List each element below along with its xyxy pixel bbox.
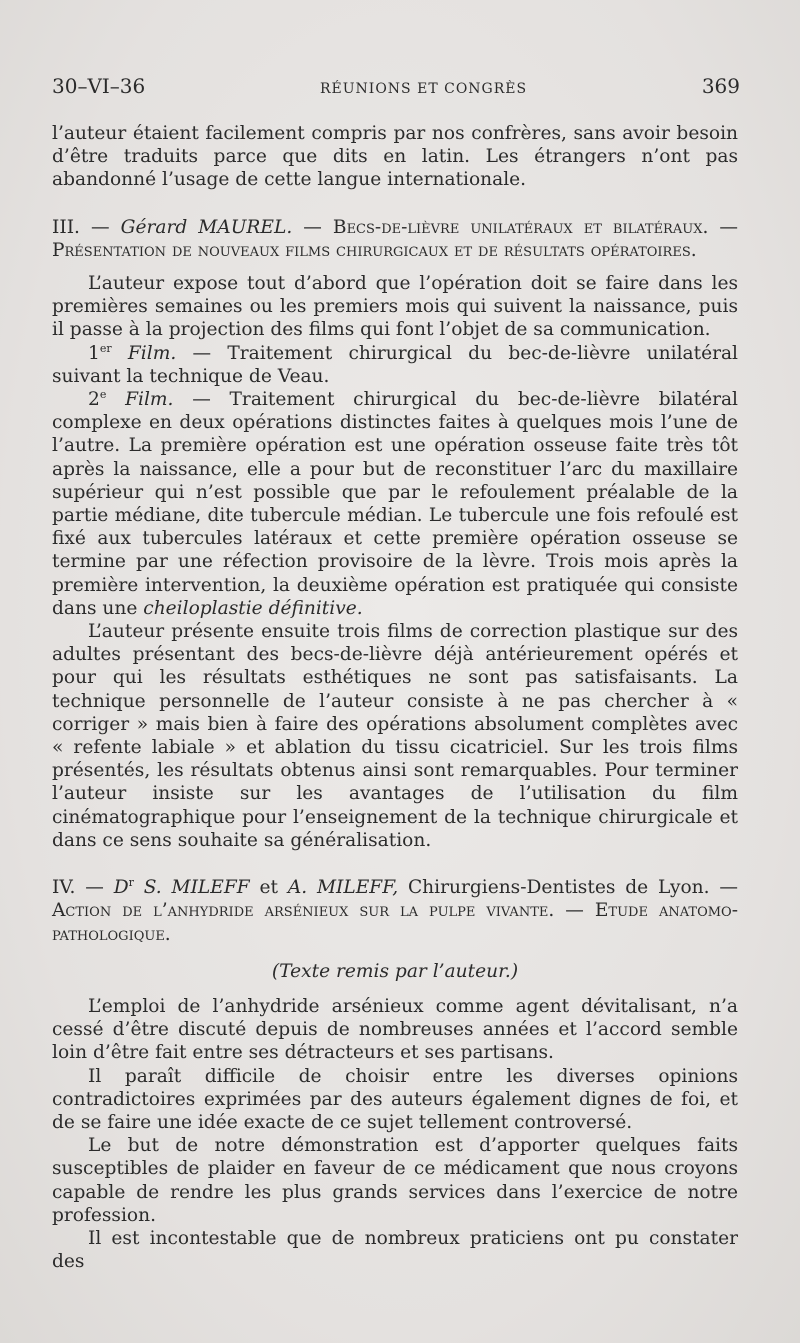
- section-iii-paragraph-2: L’auteur présente ensuite trois films de correction plastique sur des adultes présentant des becs-de-lièvre déjà antérieurement opérés et pour qui les résultats esthétiques ne sont pas satisfaisants. La technique personnelle de l’auteur consiste à ne pas chercher à « corriger » mais bien à faire des opérations absolument complètes avec « refente labiale » et ablation du tissu cicatriciel. Sur les trois films présentés, les résultats obtenus ainsi sont remarquables. Pour terminer l’auteur insiste sur les avantages de l’utilisation du film cinématographique pour l’enseignement de la technique chirurgicale et dans ce sens souhaite sa généralisation.: [52, 621, 738, 851]
- film-2-paragraph: [52, 388, 738, 620]
- film-2-label: Film.: [106, 389, 174, 411]
- section-iii-title: Becs-de-lièvre unilatéraux et bilatéraux. — Présentation de nouveaux films chirurgicaux et de résultats opératoires.: [52, 216, 738, 261]
- section-iv-paragraph-4: Il est incontestable que de nombreux praticiens ont pu constater des: [52, 1227, 738, 1273]
- page-body: [52, 122, 738, 1273]
- header-date: 30–VI–36: [52, 74, 146, 98]
- section-iii-sep: —: [292, 216, 333, 238]
- section-iv-dr-sup: r: [128, 875, 134, 889]
- film-2-text: — Traitement chirurgical du bec-de-lièvre bilatéral complexe en deux opérations distinctes faites à quelques mois l’une de l’autre. La première opération est une opération osseuse faite très tôt après la naissance, elle a pour but de reconstituer l’arc du maxillaire supérieur qui n’est possible que par le refoulement préalable de la partie médiane, dite tubercule médian. Le tubercule une fois refoulé est fixé aux tubercules latéraux et cette première opération osseuse se termine par une réfection provisoire de la lèvre. Trois mois après la première intervention, la deuxième opération est pratiquée qui consiste dans une: [52, 389, 739, 619]
- section-iv-paragraph-1: L’emploi de l’anhydride arsénieux comme agent dévitalisant, n’a cessé d’être discuté depuis de nombreuses années et l’accord semble loin d’être fait entre ses détracteurs et ses partisans.: [52, 995, 738, 1064]
- intro-paragraph: l’auteur étaient facilement compris par nos confrères, sans avoir besoin d’être traduits parce que dits en latin. Les étrangers n’ont pas abandonné l’usage de cette langue internationale.: [52, 123, 738, 191]
- film-1-paragraph: [52, 342, 738, 388]
- header-title: RÉUNIONS ET CONGRÈS: [319, 81, 528, 97]
- section-iv-author-1: S. MILEFF: [133, 877, 250, 899]
- section-iv-dr: D: [113, 877, 129, 899]
- running-header: [52, 74, 740, 98]
- film-2-sup: e: [99, 387, 107, 401]
- section-iii-heading: [52, 216, 738, 262]
- section-iii-author: Gérard MAUREL.: [120, 216, 293, 238]
- section-iv-paragraph-2: Il paraît difficile de choisir entre les diverses opinions contradictoires exprimées par des auteurs également dignes de foi, et de se faire une idée exacte de ce sujet tellement controversé.: [52, 1065, 738, 1133]
- section-iv: [52, 876, 738, 1273]
- section-iii: [52, 216, 738, 852]
- film-2-italic: cheiloplastie définitive.: [143, 597, 363, 619]
- page-number: 369: [701, 74, 740, 98]
- section-iii-paragraph-1: L’auteur expose tout d’abord que l’opération doit se faire dans les premières semaines ou les premiers mois qui suivent la naissance, puis il passe à la projection des films qui font l’objet de sa communication.: [52, 273, 738, 341]
- author-note: (Texte remis par l’auteur.): [271, 960, 519, 982]
- section-iv-author-2: A. MILEFF,: [287, 877, 399, 899]
- section-iv-paragraph-3: Le but de notre démonstration est d’apporter quelques faits susceptibles de plaider en faveur de ce médicament que nous croyons capable de rendre les plus grands services dans l’exercice de notre profession.: [52, 1135, 738, 1226]
- section-iv-heading: [52, 876, 738, 946]
- section-iv-affiliation: Chirurgiens-Dentistes de Lyon. —: [398, 877, 738, 899]
- section-iii-numeral: III. —: [52, 216, 121, 238]
- film-1-number: 1: [88, 342, 100, 364]
- section-iv-title: Action de l’anhydride arsénieux sur la pulpe vivante. — Etude anatomo-pathologique.: [52, 900, 738, 945]
- section-iv-numeral: IV. —: [52, 877, 114, 899]
- film-1-label: Film.: [111, 342, 177, 364]
- film-1-text: — Traitement chirurgical du bec-de-lièvre unilatéral suivant la technique de Veau.: [52, 342, 738, 387]
- film-2-number: 2: [88, 389, 100, 411]
- film-1-sup: er: [99, 341, 112, 355]
- section-iv-et: et: [249, 877, 288, 899]
